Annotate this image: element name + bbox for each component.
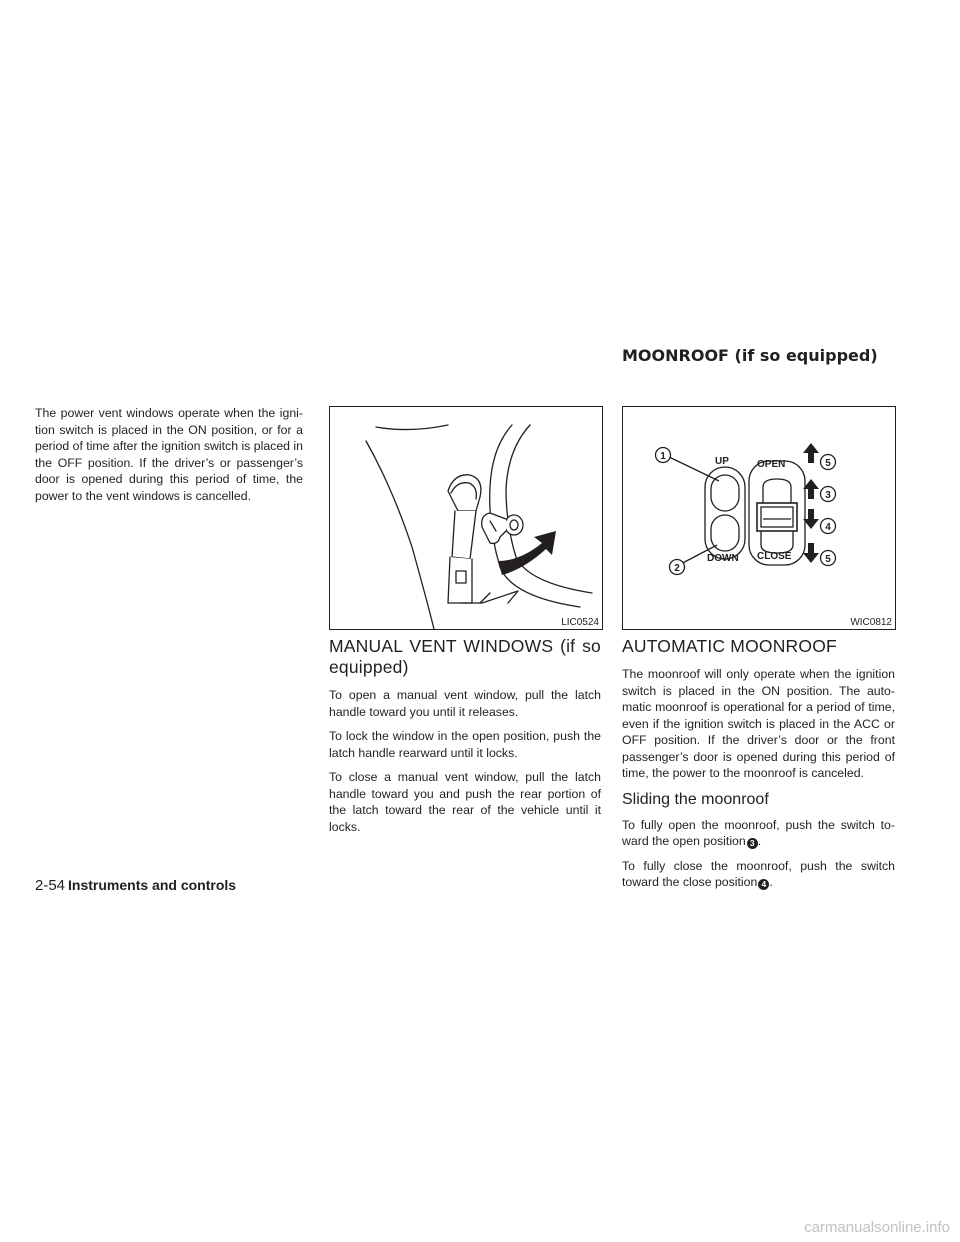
callout-4-label: 4 (825, 522, 831, 533)
section-title: MOONROOF (if so equipped) (622, 346, 878, 365)
manual-vent-open-paragraph: To open a manual vent window, pull the latch handle toward you until it releases. (329, 688, 601, 719)
close-moonroof-text: To fully close the moonroof, push the switch toward the close position (622, 858, 895, 889)
callout-1-label: 1 (660, 451, 666, 462)
up-label: UP (715, 456, 729, 467)
page-footer (35, 877, 236, 895)
open-period: . (757, 834, 762, 848)
power-vent-paragraph: The power vent windows operate when the igni- tion switch is placed in the ON position, or for a period of time after the ignition switch is placed in the OFF position. If the driver’s or passenger’s door is opened during this period of time, the power to the vent windows is cancelled. (35, 406, 303, 503)
column-intro (35, 405, 303, 512)
manual-vent-close-paragraph: To close a manual vent window, pull the latch handle toward you and push the rear portion of the latch toward the rear of the vehicle until it locks. (329, 770, 601, 834)
moonroof-switch-figure (622, 406, 896, 630)
figure-code: LIC0524 (561, 617, 599, 628)
ref-3-badge: 3 (747, 838, 758, 849)
callout-5-bottom-label: 5 (825, 554, 831, 565)
manual-vent-lock-paragraph: To lock the window in the open position, push the latch handle rearward until it locks. (329, 729, 601, 760)
open-label: OPEN (757, 459, 786, 470)
sliding-moonroof-heading: Sliding the moonroof (622, 790, 769, 808)
automatic-moonroof-heading: AUTOMATIC MOONROOF (622, 636, 837, 656)
vent-latch-illustration (330, 407, 602, 629)
footer-section-title: Instruments and controls (68, 877, 237, 893)
open-moonroof-text: To fully open the moonroof, push the switch to- ward the open position (622, 817, 895, 848)
moonroof-switch-illustration (623, 407, 895, 629)
close-label: CLOSE (757, 551, 792, 562)
down-label: DOWN (707, 553, 739, 564)
column-manual-vent (329, 636, 601, 843)
callout-5-top-label: 5 (825, 458, 831, 469)
ref-4-badge: 4 (758, 879, 769, 890)
figure-code: WIC0812 (850, 617, 892, 628)
page-number: 2-54 (35, 877, 66, 894)
callout-3-label: 3 (825, 490, 831, 501)
close-moonroof-paragraph (622, 858, 895, 891)
callout-2-label: 2 (674, 563, 680, 574)
watermark: carmanualsonline.info (804, 1219, 950, 1236)
open-moonroof-paragraph (622, 817, 895, 850)
manual-vent-heading: MANUAL VENT WINDOWS (if so equipped) (329, 636, 601, 677)
column-moonroof (622, 636, 895, 899)
automatic-moonroof-paragraph: The moonroof will only operate when the ignition switch is placed in the ON position. The auto- matic moonroof is operational for a period of time, even if the ignition switch is placed in the ACC or OFF position. If the driver’s door or the front passenger’s door is opened during this period of time, the power to the moonroof is canceled. (622, 667, 895, 780)
vent-latch-figure (329, 406, 603, 630)
close-period: . (769, 875, 773, 889)
